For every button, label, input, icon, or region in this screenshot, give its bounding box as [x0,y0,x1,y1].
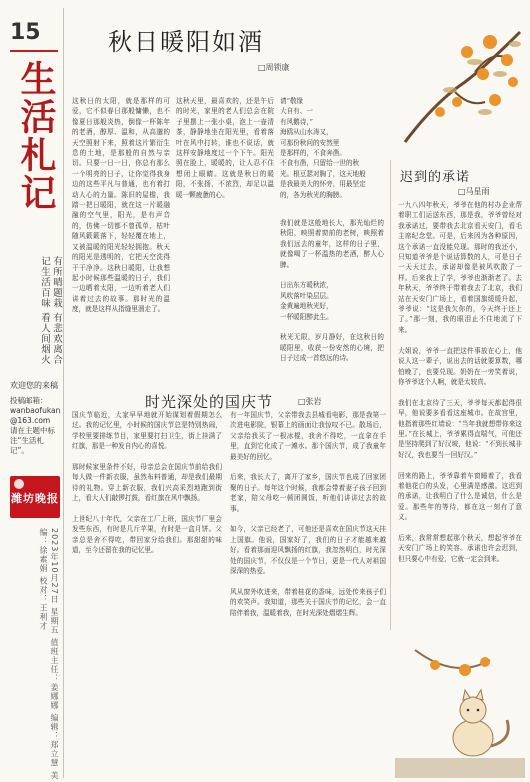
article-body-col1: 国庆节临近，大家早早地就开始谋划着假期怎么过。我的记忆里，小时候的国庆节总是特别热闹，学校里要排练节目，家里要打扫卫生，街上挂满了红旗，那是一种发自内心的喜悦。 那时候家里条件不好，母亲总会在国庆节前给我们每人做一件新衣服，虽然布料普通，却是我们最期待的礼物。穿上新衣服，我们兴高采烈地跑到街上，看大人们敲锣打鼓，看红旗在风中飘扬。 上世纪八十年代，父亲在工厂上班，国庆节厂里会发些东西，有时是几斤苹果，有时是一盒月饼。父亲总是舍不得吃，带回家分给我们。那甜甜的味道，至今还留在我的记忆里。 [72,411,222,555]
article-byline: □张岩 [298,397,322,406]
logo-text: 潍坊晚报 [11,492,59,505]
cat-on-sill-illustration [395,640,525,778]
persimmon-tree-illustration [395,12,525,152]
submission-hint: 欢迎您的来稿 [10,381,58,390]
article-title: 时光深处的国庆节 [145,393,274,411]
section-slogan: 有所晴题栽 有悲欢离合 记生活百味 看人间烟火 [39,256,62,366]
submission-email-block [10,396,62,456]
article-title: 秋日暖阳如酒 [108,28,264,56]
email-address[interactable]: wanbaofukan@163.com [10,406,61,425]
article-body-col3: 我们就是这般地长大，那光灿烂的秋阳，映照着窗前的老树，映照着我们远去的童年，这样的日子里，就像喝了一杯温热的老酒，醉人心脾。 日出东方暖秋浓， 风吹落叶染层层。 金黄遍地秋光好， 一杯暖阳醉此生。 秋光无限，岁月静好，在这秋日的暖阳里，收获一份安然的心境，把日子过成一首悠远的诗。 [280,219,384,363]
article-body: 一九八四年秋天，爷爷在他的村办企业帮着职工们运送东西，那是我，爷爷曾经对我承诺过，要带我去北京看天安门，看毛主席纪念堂。可是，后来因为各种原因，这个承诺一直没能兑现。那时的我还小，只知道爷爷是个说话算数的人，可是日子一天天过去，承诺却像是被风吹散了一样。后来我上了学，爷爷也渐渐老了。去年秋天，爷爷终于带着我去了北京，我们站在天安门广场上，看着国旗缓缓升起，爷爷说：“这是我欠你的，今天终于还上了。”那一刻，我的眼泪止不住地流了下来。 大姐说，爷爷一直把这件事放在心上，他说人这一辈子，说出去的话就要算数，哪怕晚了，也要兑现。奶奶在一旁笑着说，你爷爷这个人啊，就是太较真。 我们在北京待了三天，爷爷每天都起得很早，他说要多看看这座城市。在故宫里，他指着那些红墙说：“当年我就想带你来这里。”在长城上，爷爷累得直喘气，可他还是坚持爬到了好汉坡，他说：“不到长城非好汉，我也要当一回好汉。” 回来的路上，爷爷靠着车窗睡着了，我看着他花白的头发，心里满是感激。这迟到的承诺，让我明白了什么是诚信，什么是爱。那些年的等待，都在这一刻有了意义。 后来，我常常想起那个秋天，想起爷爷在天安门广场上的笑容。承诺也许会迟到，但只要心中有爱，它就一定会到来。 [398,201,522,563]
email-note: 请在主题中标注“生活札记”。 [10,426,55,455]
email-label: 投稿邮箱： [10,396,48,405]
newspaper-logo [10,476,60,518]
section-title: 生活札记 [15,60,57,212]
page-number-rule [10,50,58,52]
article-byline: □周锁康 [258,63,290,72]
article-byline: □马星雨 [458,187,490,196]
logo-mark-icon [14,479,24,489]
article-body-col2: 这秋天里，最喜欢的，还是午后的时光，家里的老人们总会在院子里摆上一张小桌，泡上一壶清茶，静静地坐在阳光里，看着落叶在风中打转，谁也不说话，就这样安静地度过一个下午。阳光照在脸上，暖暖的，让人忍不住想闭上眼睛。这就是秋日的暖阳，不张扬，不浓烈，却足以温暖一颗疲惫的心。 [176,97,274,199]
article-body-col2: 有一年国庆节，父亲带我去县城看电影，那是我第一次进电影院，银幕上的画面让我惊叹不已。散场后，父亲给我买了一根冰棍，我舍不得吃，一直拿在手里，直到它化成了一滩水。那个国庆节，成了我童年最美好的回忆。 后来，我长大了，离开了家乡，国庆节也成了回家团聚的日子。每年这个时候，我都会带着妻子孩子回到老家，陪父母吃一顿团圆饭，听他们讲讲过去的故事。 如今，父亲已经老了，可他还是喜欢在国庆节这天挂上国旗。他说，国家好了，我们的日子才能越来越好。看着那面迎风飘扬的红旗，我忽然明白，时光深处的国庆节，不仅仅是一个节日，更是一代人对祖国深深的热爱。 风从窗外吹进来，带着桂花的香味，远处传来孩子们的欢笑声。我知道，那些关于国庆节的记忆，会一直陪伴着我，温暖着我，在时光深处熠熠生辉。 [230,411,386,617]
column-divider [390,160,391,630]
page-number: 15 [10,20,41,45]
section-sidebar [4,8,64,778]
article-poem: 请“敬缘 大自有、一 有风鹅诗，” 海鸥从山水涛又， 可那份秋问的安然里 是那样的，不食奔凿。 不食有凿，只留给一世的秋 光。根豆瑟对胸了，这天地般 是我最美大的怀旁，用最坚定 的，各为秋光的胸膀。 [280,97,366,199]
article-title: 迟到的承诺 [400,170,471,185]
issue-meta: 2023年10月27日 星期五 值班主任：姜娜娜 编辑：郑立慧 美编：徐素娟 校对：王利才 [39,528,59,780]
article-body-col1: 这秋日的太阳，就是那样的可爱，它不似春日那般慵懒，也不像夏日那般炎热，倒像一杯陈年的老酒，醇厚、温和，从高邈的天空照射下来，照着这片繁衍生息的土地，是那般的自然与亲切。只要一日一日，你总有那么一个明亮的日子，让你觉得我身边的这些平凡与普通，也有着打动人心的力量。陈旧的屋檐，我踏一把日暖阳，就在这一片暖融融的空气里，阳光，是有声音的，仿佛一切都不曾孤单，枯叶随风簌簌落下，轻轻覆在地上，又被温暖的阳光轻轻拥抱。秋天的阳光是透明的，它把天空洗得干干净净。这秋日暖阳，让我想起小时候那些温暖的日子，我们一边晒着太阳，一边听着老人们讲着过去的故事。那时光的温度，就是这样从指缝里溜走了。 [72,97,170,314]
